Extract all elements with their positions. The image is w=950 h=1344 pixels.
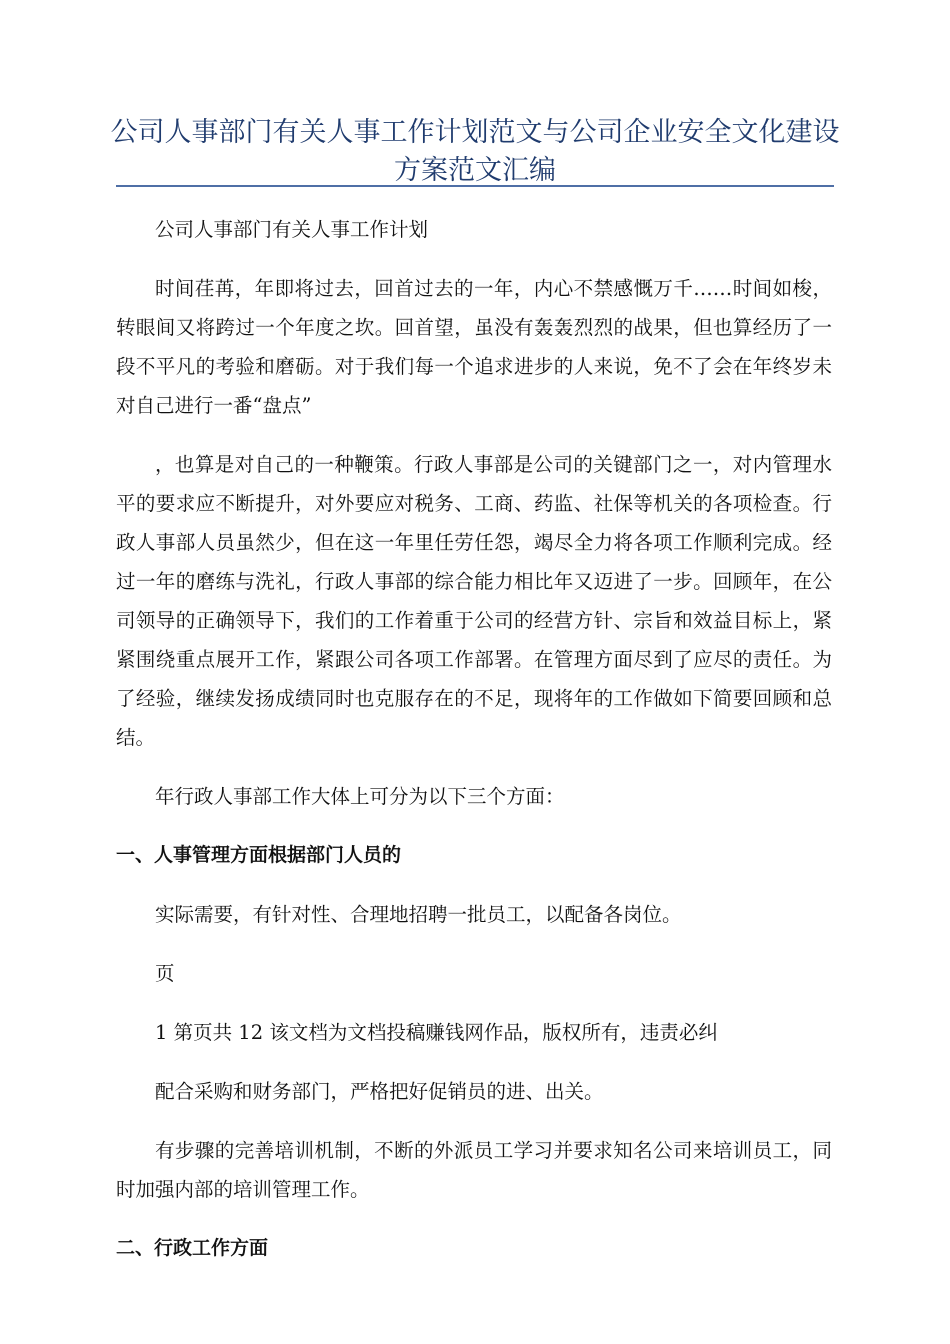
document-title: 公司人事部门有关人事工作计划范文与公司企业安全文化建设方案范文汇编 [110,117,840,186]
body-paragraph: ，也算是对自己的一种鞭策。行政人事部是公司的关键部门之一，对内管理水平的要求应不断提升，对外要应对税务、工商、药监、社保等机关的各项检查。行政人事部人员虽然少，但在这一年里任劳任怨，竭尽全力将各项工作顺利完成。经过一年的磨练与洗礼，行政人事部的综合能力相比年又迈进了一步。回顾年，在公司领导的正确领导下，我们的工作着重于公司的经营方针、宗旨和效益目标上，紧紧围绕重点展开工作，紧跟公司各项工作部署。在管理方面尽到了应尽的责任。为了经验，继续发扬成绩同时也克服存在的不足，现将年的工作做如下简要回顾和总结。 [116,453,832,749]
body-paragraph: 时间荏苒，年即将过去，回首过去的一年，内心不禁感慨万千……时间如梭，转眼间又将跨过一个年度之坎。回首望，虽没有轰轰烈烈的战果，但也算经历了一段不平凡的考验和磨砺。对于我们每一个追求进步的人来说，免不了会在年终岁未对自己进行一番“盘点” [116,277,832,417]
subheading: 一、人事管理方面根据部门人员的 [116,844,402,866]
footer-note: 1 第页共 12 该文档为文档投稿赚钱网作品，版权所有，违责必纠 [155,1021,718,1044]
page-marker: 页 [155,962,175,985]
body-paragraph: 年行政人事部工作大体上可分为以下三个方面： [155,785,565,808]
document-body [116,210,832,1288]
body-paragraph: 实际需要，有针对性、合理地招聘一批员工，以配备各岗位。 [155,903,682,926]
section-heading: 公司人事部门有关人事工作计划 [155,218,429,241]
body-paragraph: 配合采购和财务部门，严格把好促销员的进、出关。 [155,1080,604,1103]
title-divider [116,185,834,187]
body-paragraph: 有步骤的完善培训机制，不断的外派员工学习并要求知名公司来培训员工，同时加强内部的培训管理工作。 [116,1139,832,1201]
subheading: 二、行政工作方面 [116,1237,269,1259]
